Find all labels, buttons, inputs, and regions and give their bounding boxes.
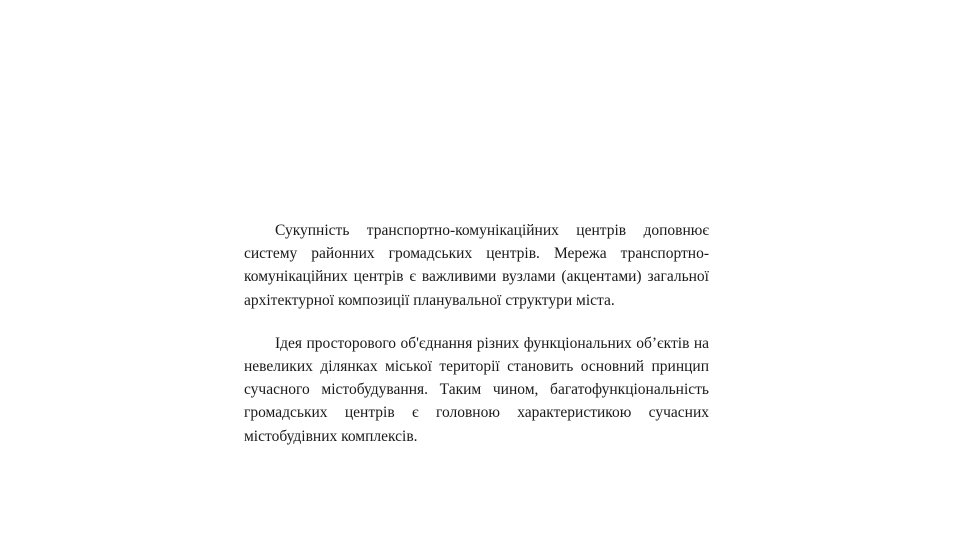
document-body (244, 219, 709, 448)
paragraph-transport-centers: Сукупність транспортно-комунікаційних центрів доповнює систему районних громадських центрів. Мережа транспортно-комунікаційних центрів є важливими вузлами (акцентами) загальної архітектурної композиції планувальної структури міста. (244, 222, 709, 309)
paragraph-spatial-unification: Ідея просторового об'єднання різних функціональних об’єктів на невеликих ділянках міської території становить основний принцип сучасного містобудування. Таким чином, багатофункціональність громадських центрів є головною характеристикою сучасних містобудівних комплексів. (244, 334, 709, 445)
